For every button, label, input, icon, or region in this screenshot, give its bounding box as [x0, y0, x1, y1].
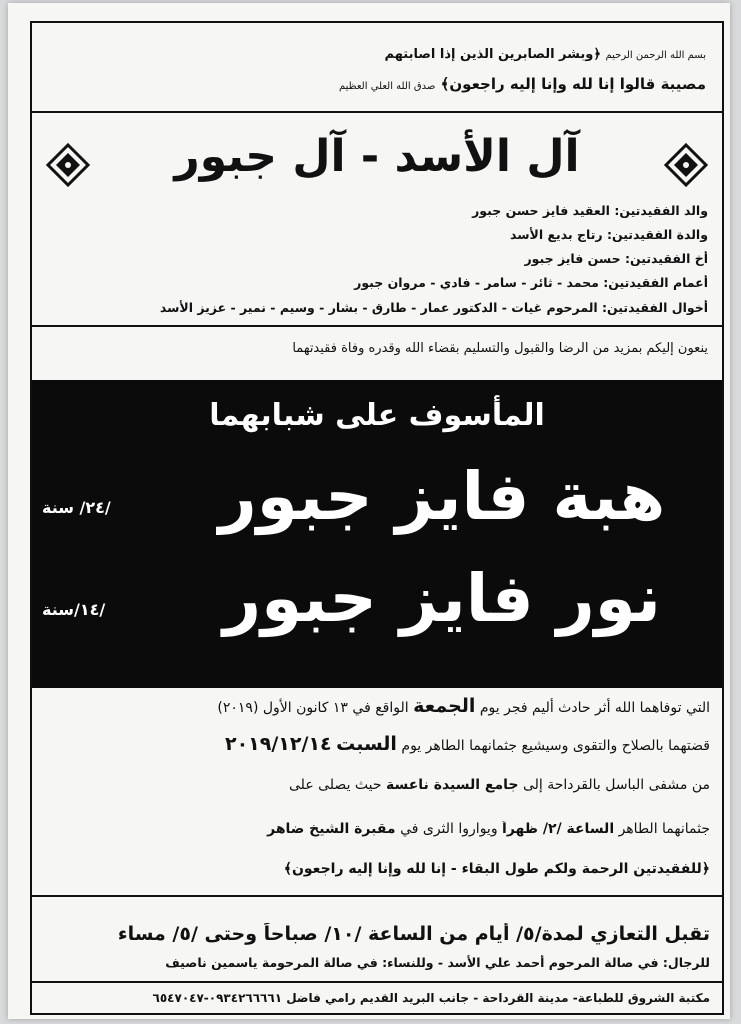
intro-text: ينعون إليكم بمزيد من الرضا والقبول والتسليم بقضاء الله وقدره وفاة فقيدتهما — [292, 341, 708, 356]
basmala: بسم الله الرحمن الرحيم — [605, 50, 706, 61]
detail-line-1: التي توفاهما الله أثر حادث أليم فجر يوم الجمعة الواقع في ١٣ كانون الأول (٢٠١٩) — [217, 695, 710, 717]
deceased-name-2: نور فايز جبور — [223, 560, 661, 637]
obituary-sheet — [8, 3, 730, 1019]
condolence-hours: تقبل التعازي لمدة/٥/ أيام من الساعة /١٠/ صباحاً وحتى /٥/ مساء — [117, 923, 710, 945]
obituary-frame — [30, 21, 724, 1015]
divider — [32, 895, 722, 897]
verse-line-1 — [48, 47, 706, 62]
relative-line: أخوال الفقيدتين: المرحوم غيات - الدكتور عمار - طارق - بشار - وسيم - نمير - عزيز الأسد — [159, 300, 708, 315]
mourned-heading: المأسوف على شبابهما — [209, 398, 545, 433]
closing-verse: ﴿للفقيدتين الرحمة ولكم طول البقاء - إنا لله وإنا إليه راجعون﴾ — [283, 861, 710, 877]
deceased-age-2: /١٤/سنة — [42, 600, 106, 619]
detail-line-2: قضتهما بالصلاح والتقوى وسيشيع جثمانهما الطاهر يوم السبت ٢٠١٩/١٢/١٤ — [224, 733, 710, 755]
divider — [32, 325, 722, 327]
verse-line-2 — [48, 75, 706, 93]
printer-line: مكتبة الشروق للطباعة- مدينة القرداحة - جانب البريد القديم رامي فاضل ٠٩٣٤٢٦٦٦٦١-٦٥٤٧٠٤٧ — [152, 991, 710, 1005]
divider — [32, 111, 722, 113]
relative-line: أعمام الفقيدتين: محمد - ثائر - سامر - فادي - مروان جبور — [354, 275, 708, 290]
relative-line: أخ الفقيدتين: حسن فايز جبور — [524, 251, 708, 266]
deceased-name-1: هبة فايز جبور — [218, 458, 666, 535]
family-title: آل الأسد - آل جبور — [174, 131, 580, 182]
names-panel — [32, 380, 722, 688]
verse-text-1: ﴿وبشر الصابرين الذين إذا اصابتهم — [384, 47, 601, 62]
relative-line: والد الفقيدتين: العقيد فايز حسن جبور — [472, 203, 708, 218]
condolence-venues: للرجال: في صالة المرحوم أحمد علي الأسد - وللنساء: في صالة المرحومة ياسمين ناصيف — [165, 955, 710, 970]
divider — [32, 981, 722, 983]
relative-line: والدة الفقيدتين: رتاج بديع الأسد — [510, 227, 708, 242]
deceased-age-1: /٢٤/ سنة — [42, 498, 111, 517]
detail-line-3: من مشفى الباسل بالقرداحة إلى جامع السيدة ناعسة حيث يصلى على — [289, 777, 710, 793]
detail-line-4: جثمانهما الطاهر الساعة /٢/ ظهراً ويواروا الثرى في مقبرة الشيخ ضاهر — [267, 821, 710, 837]
sadaq: صدق الله العلي العظيم — [338, 81, 436, 92]
verse-text-2: مصيبة قالوا إنا لله وإنا إليه راجعون﴾ — [440, 75, 706, 93]
